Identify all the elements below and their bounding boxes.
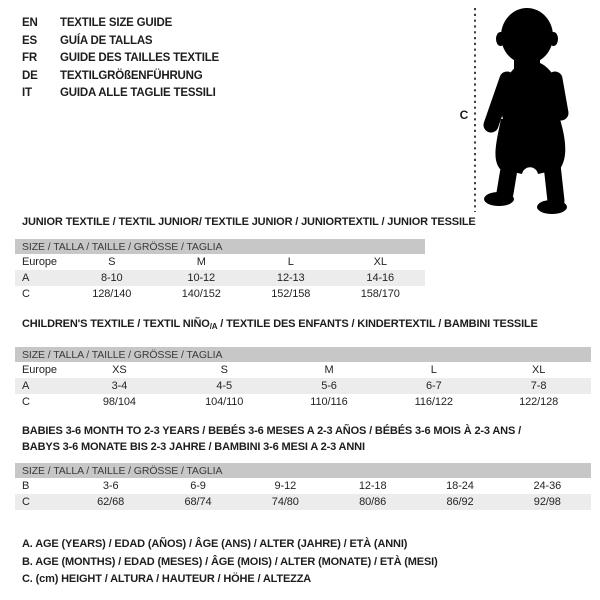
height-cell: 152/158 (271, 288, 311, 300)
size-header-label: SIZE / TALLA / TAILLE / GRÖSSE / TAGLIA (15, 347, 591, 362)
row-label: C (15, 494, 67, 510)
table-row-age (15, 378, 591, 394)
size-cell: XL (531, 364, 546, 376)
childrens-size-table (15, 347, 591, 410)
months-cell: 3-6 (102, 480, 119, 492)
section-title (22, 423, 591, 455)
row-label: A (15, 270, 67, 286)
language-code: FR (22, 52, 37, 65)
height-cell: 116/122 (414, 396, 453, 408)
row-label: C (22, 396, 30, 408)
guide-title-en: TEXTILE SIZE GUIDE (60, 17, 173, 29)
height-cell: 110/116 (310, 396, 348, 408)
height-cell: 158/170 (360, 288, 400, 300)
title-line-1: BABIES 3-6 MONTH TO 2-3 YEARS / BEBÉS 3-6 MESES A 2-3 AÑOS / BÉBÉS 3-6 MOIS À 2-3 ANS / (22, 425, 521, 437)
babies-size-table (15, 463, 591, 510)
height-cell: 122/128 (519, 396, 559, 408)
language-row (22, 68, 219, 86)
language-code: ES (22, 34, 37, 47)
height-cell: 68/74 (154, 494, 241, 510)
size-cell: M (324, 364, 334, 376)
table-row-height (15, 494, 591, 510)
months-cell: 9-12 (274, 480, 297, 492)
section-title: JUNIOR TEXTILE / TEXTIL JUNIOR/ TEXTILE JUNIOR / JUNIORTEXTIL / JUNIOR TESSILE (22, 216, 476, 228)
size-header-label: SIZE / TALLA / TAILLE / GRÖSSE / TAGLIA (15, 239, 425, 254)
footnote-age-years: A. AGE (YEARS) / EDAD (AÑOS) / ÂGE (ANS) / ALTER (JAHRE) / ETÀ (ANNI) (22, 538, 408, 550)
footnote-age-months: B. AGE (MONTHS) / EDAD (MESES) / ÂGE (MOIS) / ALTER (MONATE) / ETÀ (MESI) (22, 555, 438, 568)
size-cell: M (196, 256, 206, 268)
age-cell: 12-13 (246, 270, 336, 286)
guide-title-de: TEXTILGRÖßENFÜHRUNG (60, 69, 203, 82)
table-row-height (15, 394, 591, 410)
height-cell: 128/140 (92, 288, 132, 300)
table-row-europe (15, 254, 425, 270)
language-list (22, 15, 219, 103)
section-childrens-textile (15, 317, 591, 410)
size-cell: L (430, 364, 437, 376)
size-cell: S (220, 364, 228, 376)
baby-silhouette-icon (455, 5, 595, 215)
language-row (22, 33, 219, 51)
section-junior-textile (15, 215, 476, 302)
row-label: Europe (22, 256, 57, 268)
age-cell: 3-4 (67, 378, 172, 394)
junior-size-table (15, 239, 425, 302)
age-cell: 14-16 (336, 270, 426, 286)
height-cell: 92/98 (504, 494, 591, 510)
months-cell: 24-36 (533, 480, 562, 492)
language-code: EN (22, 17, 38, 29)
height-cell: 74/80 (242, 494, 329, 510)
row-label: A (15, 378, 67, 394)
height-cell: 86/92 (416, 494, 503, 510)
height-cell: 104/110 (205, 396, 244, 408)
months-cell: 6-9 (190, 480, 206, 492)
age-cell: 4-5 (172, 378, 277, 394)
language-row (22, 50, 219, 68)
title-text: / TEXTILE DES ENFANTS / KINDERTEXTIL / BAMBINI TESSILE (217, 318, 538, 330)
title-text: CHILDREN'S TEXTILE / TEXTIL NIÑO (22, 318, 210, 330)
size-cell: XS (112, 364, 127, 376)
title-subscript: /A (209, 322, 218, 331)
age-cell: 7-8 (486, 378, 591, 394)
height-measure-label: C (459, 108, 469, 122)
guide-title-it: GUIDA ALLE TAGLIE TESSILI (60, 87, 216, 100)
table-row-age (15, 270, 425, 286)
language-row (22, 85, 219, 103)
footnote-height-cm: C. (cm) HEIGHT / ALTURA / HAUTEUR / HÖHE / ALTEZZA (22, 573, 312, 586)
age-cell: 6-7 (381, 378, 486, 394)
row-label: B (22, 480, 30, 492)
section-babies-textile (15, 423, 591, 510)
height-cell: 62/68 (67, 494, 154, 510)
age-cell: 8-10 (67, 270, 157, 286)
row-label: Europe (22, 364, 57, 376)
language-code: DE (22, 69, 38, 82)
guide-title-es: GUÍA DE TALLAS (60, 34, 153, 47)
section-title (22, 317, 591, 334)
age-cell: 10-12 (157, 270, 247, 286)
size-cell: L (287, 256, 294, 268)
size-header-row (15, 463, 591, 478)
months-cell: 18-24 (446, 480, 474, 492)
footnotes (22, 536, 438, 589)
size-cell: S (108, 256, 116, 268)
table-row-europe (15, 362, 591, 378)
language-code: IT (22, 87, 32, 100)
title-line-2: BABYS 3-6 MONATE BIS 2-3 JAHRE / BAMBINI 3-6 MESI A 2-3 ANNI (22, 441, 365, 453)
height-cell: 98/104 (102, 396, 136, 408)
height-cell: 80/86 (329, 494, 416, 510)
guide-title-fr: GUIDE DES TAILLES TEXTILE (60, 52, 219, 65)
language-row (22, 15, 219, 33)
height-cell: 140/152 (181, 288, 221, 300)
row-label: C (22, 288, 30, 300)
table-row-height (15, 286, 425, 302)
table-row-months (15, 478, 591, 494)
size-header-label: SIZE / TALLA / TAILLE / GRÖSSE / TAGLIA (15, 463, 591, 478)
size-header-row (15, 239, 425, 254)
months-cell: 12-18 (358, 480, 387, 492)
size-header-row (15, 347, 591, 362)
baby-figure (455, 5, 595, 215)
size-cell: XL (373, 256, 387, 268)
age-cell: 5-6 (277, 378, 382, 394)
